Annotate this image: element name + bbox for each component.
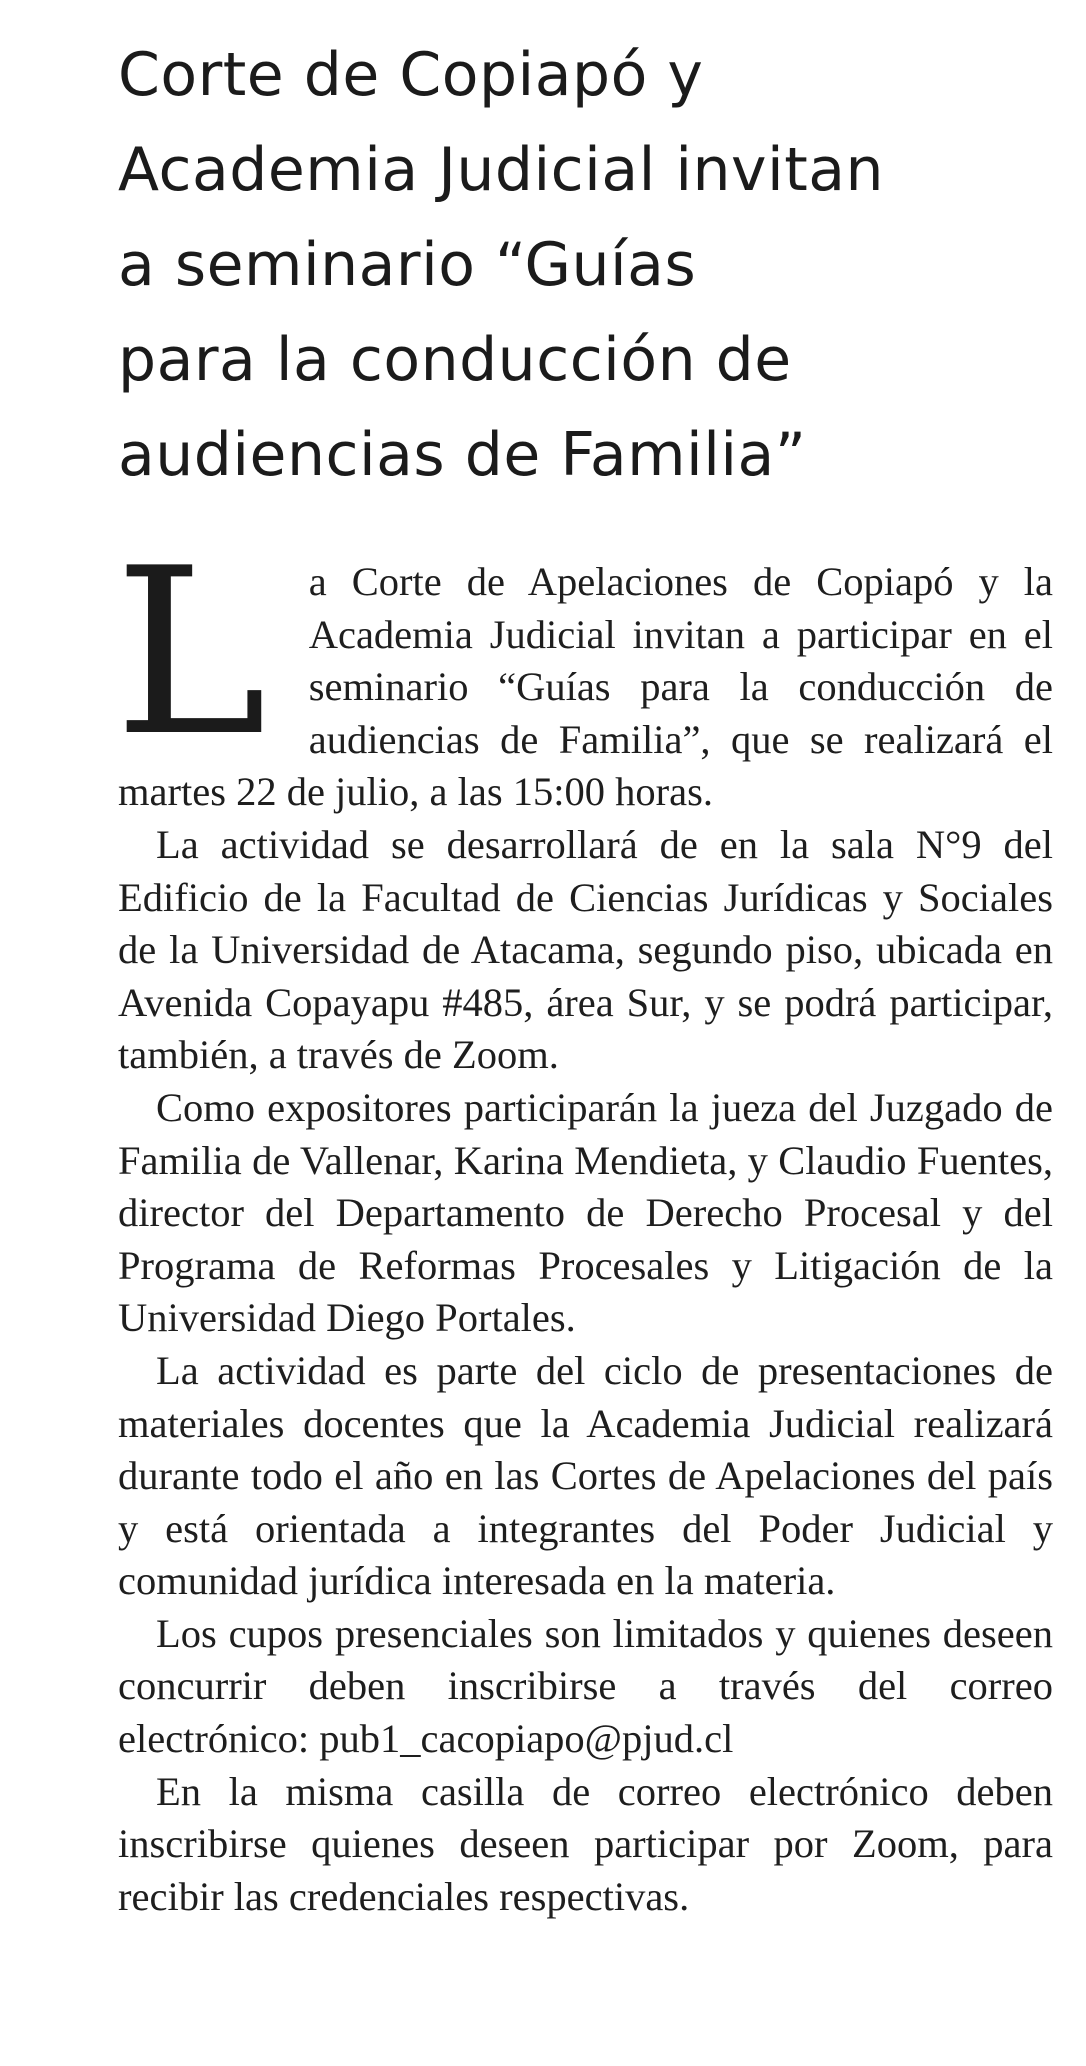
body-paragraph: La actividad es parte del ciclo de presentaciones de materiales docentes que la Academia Judicial realizará durante todo el año en las Cortes de Apelaciones del país y está orientada a integrantes del Poder Judicial y comunidad jurídica interesada en la materia.	[118, 1347, 1053, 1604]
headline-line: Academia Judicial invitan	[118, 135, 885, 205]
news-article	[114, 28, 1053, 1919]
headline-line: a seminario “Guías	[118, 230, 697, 300]
headline-line: Corte de Copiapó y	[118, 40, 704, 110]
headline-line: audiencias de Familia”	[118, 420, 807, 490]
headline-line: para la conducción de	[118, 325, 792, 395]
article-body	[114, 520, 1053, 1923]
drop-cap: L	[114, 520, 267, 787]
lead-text: a Corte de Apelaciones de Copiapó y la Academia Judicial invitan a participar en el seminario “Guías para la conducción de audiencias de Familia”, que se realizará el martes 22 de julio, a las 15:00 horas.	[118, 559, 1053, 815]
lead-paragraph	[114, 520, 1053, 819]
body-paragraph: Los cupos presenciales son limitados y quienes deseen concurrir deben inscribirse a través del correo electrónico: pub1_cacopiapo@pjud.cl	[118, 1610, 1053, 1762]
body-paragraph: La actividad se desarrollará de en la sala N°9 del Edificio de la Facultad de Ciencias Jurídicas y Sociales de la Universidad de Atacama, segundo piso, ubicada en Avenida Copayapu #485, área Sur, y se podrá participar, también, a través de Zoom.	[118, 821, 1053, 1078]
body-paragraph: En la misma casilla de correo electrónico deben inscribirse quienes deseen participar por Zoom, para recibir las credenciales respectivas.	[118, 1768, 1053, 1919]
body-paragraph: Como expositores participarán la jueza del Juzgado de Familia de Vallenar, Karina Mendieta, y Claudio Fuentes, director del Departamento de Derecho Procesal y del Programa de Reformas Procesales y Litigación de la Universidad Diego Portales.	[118, 1084, 1053, 1341]
article-headline	[118, 28, 1053, 503]
